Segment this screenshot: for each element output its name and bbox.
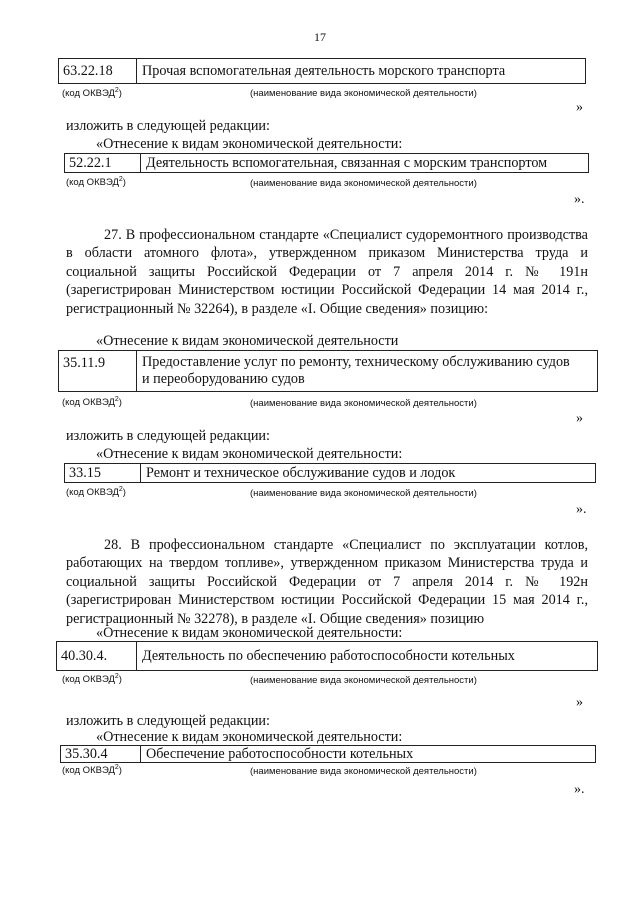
okved-row-old-3 [56, 641, 598, 671]
okved-row-new-3 [60, 745, 596, 763]
amend-phrase: изложить в следующей редакции: [66, 713, 270, 729]
activity-name: Предоставление услуг по ремонту, техническому обслуживанию судов и переоборудованию судов [142, 354, 570, 387]
quote-close-dot: ». [574, 782, 585, 797]
amend-phrase: изложить в следующей редакции: [66, 428, 270, 444]
quote-close: » [576, 411, 583, 426]
caption-name: (наименование вида экономической деятельности) [250, 88, 477, 99]
okved-code: 63.22.18 [59, 59, 137, 83]
heading-quote: «Отнесение к видам экономической деятельности: [96, 136, 403, 152]
heading-quote: «Отнесение к видам экономической деятельности: [96, 625, 403, 641]
activity-name: Прочая вспомогательная деятельность морского транспорта [142, 63, 506, 79]
heading-quote: «Отнесение к видам экономической деятельности [96, 333, 399, 349]
quote-close-dot: ». [576, 502, 587, 517]
activity-name: Деятельность вспомогательная, связанная с морским транспортом [146, 155, 548, 171]
okved-row-old-2 [58, 350, 598, 392]
okved-code: 40.30.4. [57, 642, 137, 670]
page-number: 17 [314, 30, 326, 44]
caption-code: (код ОКВЭД$^2$) [66, 486, 126, 499]
okved-code: 35.11.9 [59, 351, 137, 391]
caption-name: (наименование вида экономической деятельности) [250, 398, 477, 409]
caption-name: (наименование вида экономической деятельности) [250, 766, 477, 777]
caption-code: (код ОКВЭД$^2$) [62, 764, 122, 777]
caption-code: (код ОКВЭД$^2$) [62, 673, 122, 686]
okved-code: 33.15 [65, 464, 141, 482]
caption-code: (код ОКВЭД$^2$) [66, 176, 126, 189]
caption-name: (наименование вида экономической деятельности) [250, 675, 477, 686]
okved-row-new-2 [64, 463, 596, 483]
activity-name: Ремонт и техническое обслуживание судов и лодок [146, 465, 456, 481]
activity-name: Обеспечение работоспособности котельных [146, 746, 414, 762]
caption-code: (код ОКВЭД$^2$) [62, 396, 122, 409]
activity-name: Деятельность по обеспечению работоспособности котельных [142, 648, 515, 664]
caption-name: (наименование вида экономической деятельности) [250, 488, 477, 499]
okved-code: 52.22.1 [65, 154, 141, 172]
okved-row-new-1 [64, 153, 589, 173]
caption-code: (код ОКВЭД$^2$) [62, 87, 122, 100]
okved-code: 35.30.4 [61, 746, 141, 762]
quote-close-dot: ». [574, 192, 585, 207]
amend-phrase: изложить в следующей редакции: [66, 118, 270, 134]
quote-close: » [576, 100, 583, 115]
caption-name: (наименование вида экономической деятельности) [250, 178, 477, 189]
paragraph-27: 27. В профессиональном стандарте «Специалист судоремонтного производства в области атомного флота», утвержденном приказом Министерства труда и социальной защиты Российской Федерации от 7 апреля 2014 г. № 191н (зарегистрирован Министерством юстиции Российской Федерации 14 мая 2014 г., регистрационный № 32264), в разделе «I. Общие сведения» позицию: [66, 227, 588, 317]
quote-close: » [576, 695, 583, 710]
heading-quote: «Отнесение к видам экономической деятельности: [96, 729, 403, 745]
heading-quote: «Отнесение к видам экономической деятельности: [96, 446, 403, 462]
okved-row-old-1 [58, 58, 586, 84]
paragraph-28: 28. В профессиональном стандарте «Специалист по эксплуатации котлов, работающих на твердом топливе», утвержденном приказом Министерства труда и социальной защиты Российской Федерации от 7 апреля 2014 г. № 192н (зарегистрирован Министерством юстиции Российской Федерации 15 мая 2014 г., регистрационный № 32278), в разделе «I. Общие сведения» позицию [66, 537, 588, 627]
